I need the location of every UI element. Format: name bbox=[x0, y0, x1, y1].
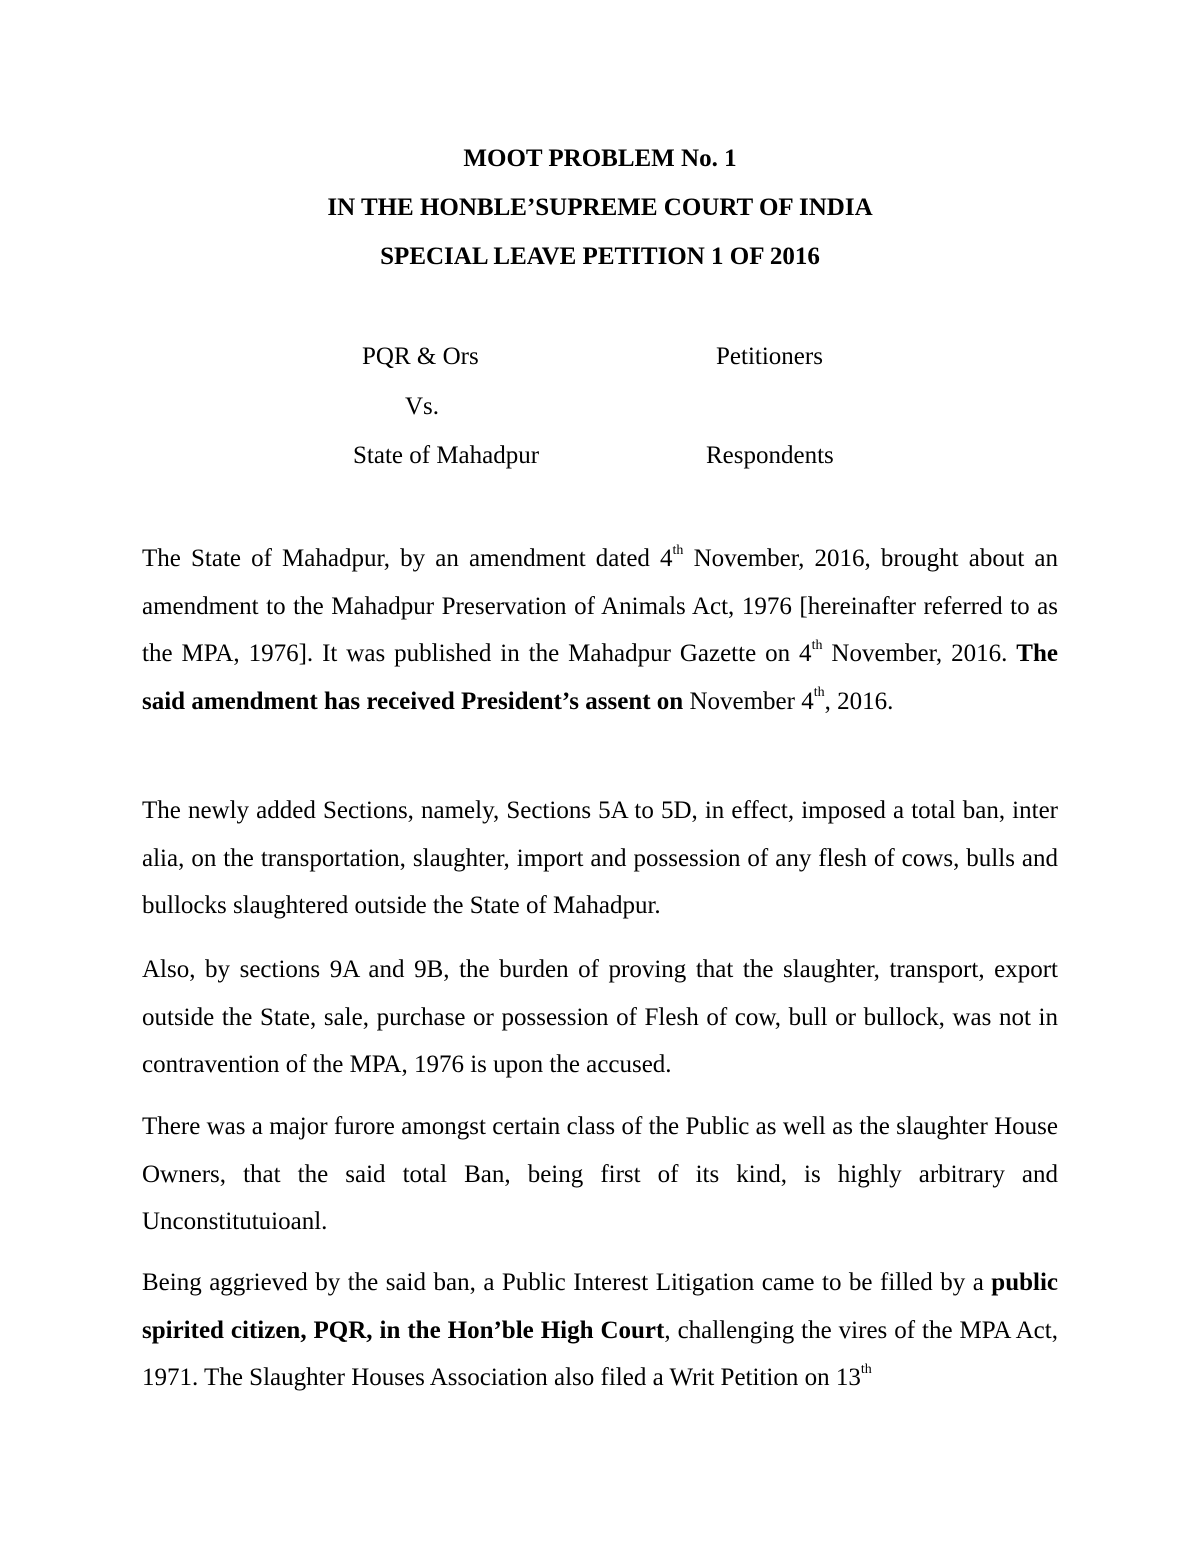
ordinal-suffix: th bbox=[672, 542, 684, 558]
paragraph-sections: The newly added Sections, namely, Sections 5A to 5D, in effect, imposed a total ban, inter alia, on the transportation, slaughter, import and possession of any flesh of cows, bulls and bullocks slaughtered outside the State of Mahadpur. bbox=[142, 797, 1058, 919]
ordinal-suffix: th bbox=[811, 637, 823, 653]
respondent-name: State of Mahadpur bbox=[353, 442, 540, 469]
court-name: IN THE HONBLE’SUPREME COURT OF INDIA bbox=[327, 194, 873, 221]
ordinal-suffix: th bbox=[813, 685, 825, 701]
ordinal-suffix: th bbox=[860, 1361, 872, 1377]
paragraph-amendment bbox=[142, 535, 1058, 725]
moot-problem-title: MOOT PROBLEM No. 1 bbox=[463, 145, 737, 172]
paragraph-text: November, 2016. bbox=[822, 640, 1017, 667]
versus-label: Vs. bbox=[405, 393, 440, 420]
paragraph-text: November 4 bbox=[683, 687, 814, 715]
paragraph-text: Being aggrieved by the said ban, a Public Interest Litigation came to be filled by a bbox=[142, 1269, 992, 1296]
paragraph-text: The State of Mahadpur, by an amendment dated 4 bbox=[142, 545, 673, 572]
respondent-role: Respondents bbox=[706, 442, 834, 469]
paragraph-pil bbox=[142, 1259, 1058, 1402]
paragraph-text: , challenging the vires of the MPA Act, 1971. The Slaughter Houses Association also filed a Writ Petition on 13 bbox=[142, 1316, 1058, 1391]
paragraph-burden: Also, by sections 9A and 9B, the burden of proving that the slaughter, transport, export outside the State, sale, purchase or possession of Flesh of cow, bull or bullock, was not in contravention of the MPA, 1976 is upon the accused. bbox=[142, 956, 1058, 1078]
petitioner-name: PQR & Ors bbox=[362, 343, 479, 370]
paragraph-text: , 2016. bbox=[824, 687, 894, 715]
petitioner-role: Petitioners bbox=[716, 343, 823, 370]
petition-number: SPECIAL LEAVE PETITION 1 OF 2016 bbox=[380, 243, 820, 270]
paragraph-text: November, 2016, brought about an amendment to the Mahadpur Preservation of Animals Act, 1976 [hereinafter referred to as the MPA, 1976]. It was published in the Mahadpur Gazette on 4 bbox=[142, 545, 1058, 667]
paragraph-bold-text: The said amendment has received President’s assent on bbox=[142, 640, 1058, 715]
paragraph-bold-text: public spirited citizen, PQR, in the Hon’ble High Court bbox=[142, 1269, 1058, 1344]
paragraph-furore: There was a major furore amongst certain class of the Public as well as the slaughter House Owners, that the said total Ban, being first of its kind, is highly arbitrary and Unconstitutuioanl. bbox=[142, 1113, 1058, 1235]
